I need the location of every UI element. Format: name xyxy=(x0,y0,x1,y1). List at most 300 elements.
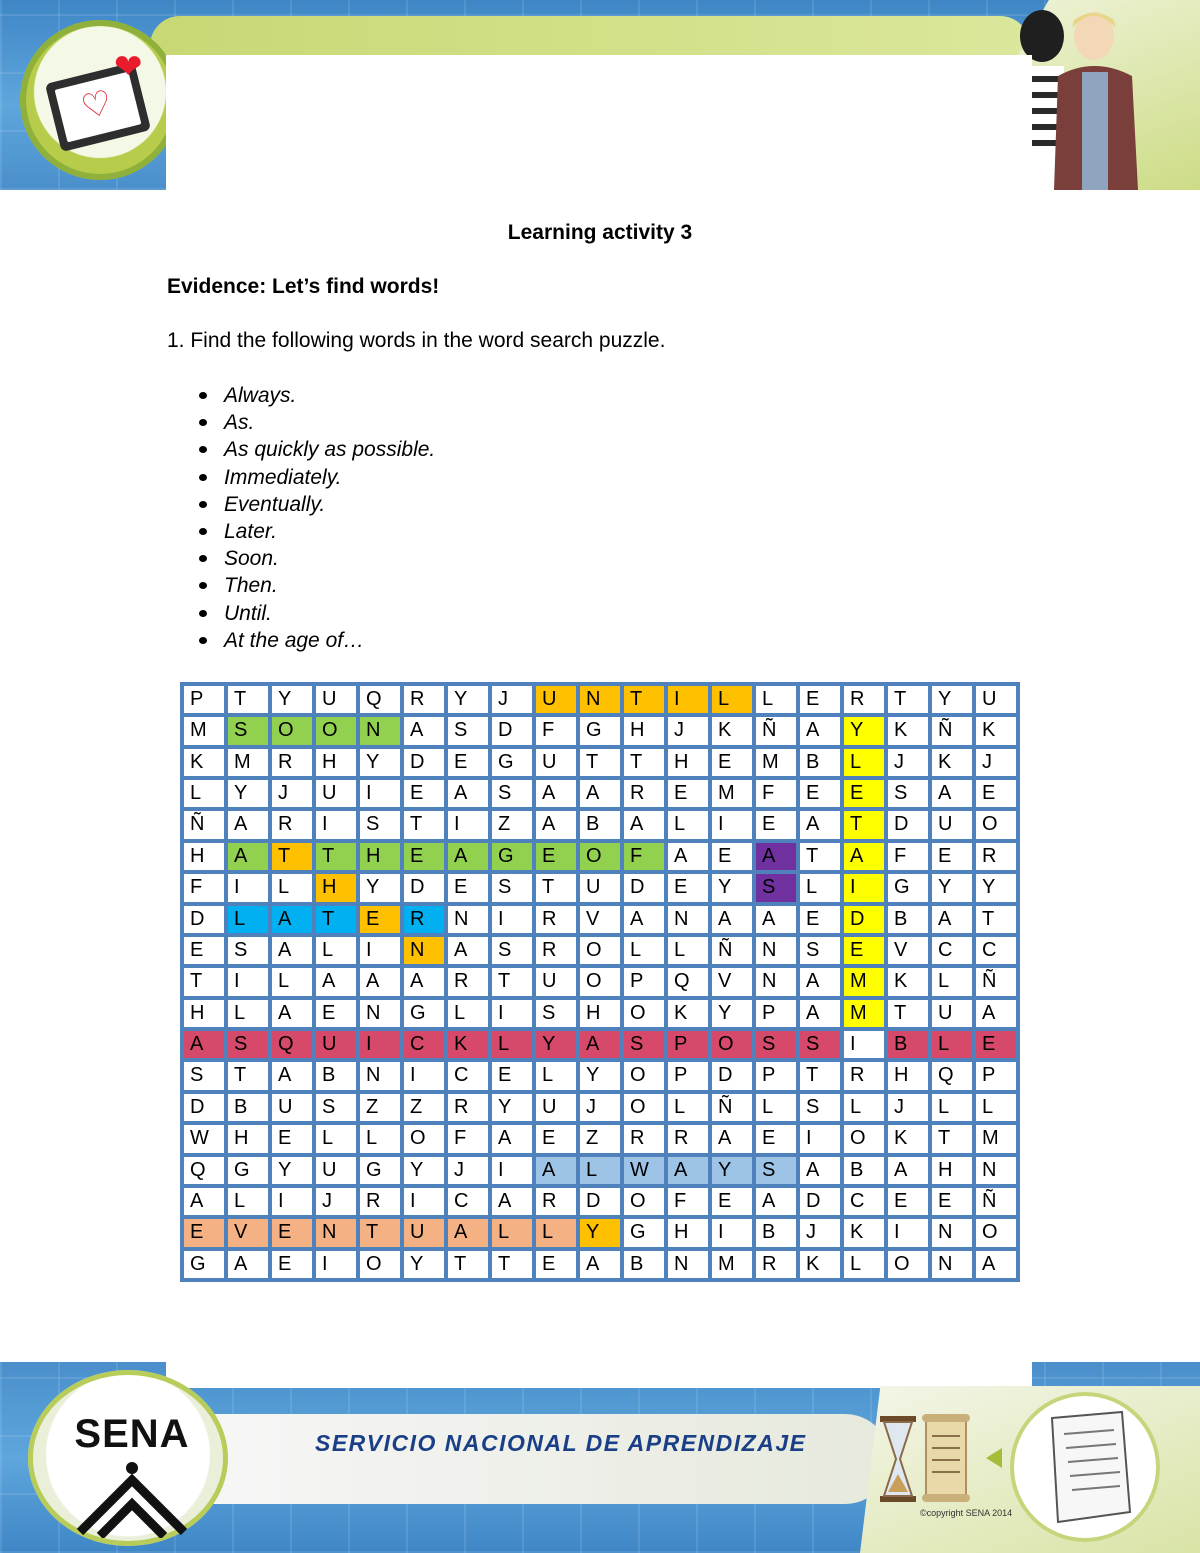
grid-cell: J xyxy=(668,717,708,744)
grid-cell: U xyxy=(932,811,972,838)
grid-cell: T xyxy=(888,686,928,713)
grid-cell: N xyxy=(668,906,708,933)
grid-cell: M xyxy=(184,717,224,744)
grid-cell: I xyxy=(668,686,708,713)
grid-cell: R xyxy=(272,811,312,838)
list-item xyxy=(195,464,435,491)
word-label: Eventually. xyxy=(224,492,326,516)
grid-cell: L xyxy=(668,811,708,838)
grid-cell: K xyxy=(800,1251,840,1278)
grid-cell: B xyxy=(624,1251,664,1278)
word-label: Always. xyxy=(224,384,297,407)
grid-cell: N xyxy=(404,937,444,964)
grid-cell: M xyxy=(712,1251,752,1278)
grid-cell: L xyxy=(360,1125,400,1152)
grid-cell: A xyxy=(580,780,620,807)
grid-cell: B xyxy=(756,1219,796,1246)
grid-cell: Q xyxy=(932,1062,972,1089)
grid-cell: A xyxy=(976,1251,1016,1278)
grid-cell: T xyxy=(888,1000,928,1027)
bullet-icon xyxy=(199,610,207,617)
grid-cell: A xyxy=(448,843,488,870)
grid-cell: K xyxy=(712,717,752,744)
grid-cell: P xyxy=(756,1000,796,1027)
grid-cell: L xyxy=(668,1094,708,1121)
grid-cell: O xyxy=(624,1188,664,1215)
grid-cell: S xyxy=(228,1031,268,1058)
grid-cell: R xyxy=(844,686,884,713)
grid-cell: H xyxy=(184,1000,224,1027)
grid-cell: G xyxy=(228,1157,268,1184)
grid-cell: O xyxy=(844,1125,884,1152)
grid-cell: T xyxy=(272,843,312,870)
grid-cell: Q xyxy=(360,686,400,713)
grid-cell: A xyxy=(800,717,840,744)
grid-cell: A xyxy=(184,1031,224,1058)
grid-cell: T xyxy=(404,811,444,838)
bullet-icon xyxy=(199,582,207,589)
grid-cell: A xyxy=(800,1000,840,1027)
grid-cell: I xyxy=(492,1157,532,1184)
grid-cell: L xyxy=(800,874,840,901)
grid-cell: P xyxy=(756,1062,796,1089)
grid-cell: Ñ xyxy=(756,717,796,744)
grid-cell: E xyxy=(800,906,840,933)
grid-cell: O xyxy=(624,1000,664,1027)
grid-cell: A xyxy=(624,906,664,933)
word-label: Soon. xyxy=(224,547,279,571)
grid-cell: W xyxy=(184,1125,224,1152)
grid-cell: K xyxy=(448,1031,488,1058)
grid-cell: L xyxy=(668,937,708,964)
heart-outline-icon: ♡ xyxy=(77,82,117,129)
grid-cell: Q xyxy=(184,1157,224,1184)
grid-cell: A xyxy=(888,1157,928,1184)
grid-cell: L xyxy=(536,1219,576,1246)
grid-cell: N xyxy=(932,1219,972,1246)
grid-cell: T xyxy=(228,1062,268,1089)
grid-cell: H xyxy=(184,843,224,870)
grid-cell: E xyxy=(184,937,224,964)
grid-cell: O xyxy=(580,937,620,964)
grid-cell: J xyxy=(888,1094,928,1121)
sena-logo-icon xyxy=(72,1462,192,1538)
grid-cell: A xyxy=(536,1157,576,1184)
grid-cell: R xyxy=(536,906,576,933)
grid-cell: E xyxy=(888,1188,928,1215)
grid-cell: B xyxy=(888,1031,928,1058)
grid-cell: I xyxy=(800,1125,840,1152)
grid-cell: K xyxy=(888,968,928,995)
grid-cell: N xyxy=(360,717,400,744)
grid-cell: L xyxy=(272,874,312,901)
grid-cell: U xyxy=(272,1094,312,1121)
grid-cell: Ñ xyxy=(976,968,1016,995)
grid-cell: A xyxy=(932,906,972,933)
grid-cell: R xyxy=(976,843,1016,870)
grid-cell: P xyxy=(624,968,664,995)
grid-cell: L xyxy=(932,1094,972,1121)
footer-strip xyxy=(210,1414,890,1504)
grid-cell: L xyxy=(756,686,796,713)
grid-cell: I xyxy=(272,1188,312,1215)
grid-cell: A xyxy=(712,906,752,933)
grid-cell: E xyxy=(756,811,796,838)
grid-cell: U xyxy=(316,1157,356,1184)
grid-cell: J xyxy=(448,1157,488,1184)
grid-cell: T xyxy=(624,749,664,776)
grid-cell: E xyxy=(448,749,488,776)
grid-cell: Ñ xyxy=(184,811,224,838)
bullet-icon xyxy=(199,392,207,399)
grid-cell: C xyxy=(448,1062,488,1089)
grid-cell: U xyxy=(976,686,1016,713)
grid-cell: A xyxy=(448,1219,488,1246)
grid-cell: H xyxy=(316,874,356,901)
grid-cell: R xyxy=(404,686,444,713)
grid-cell: A xyxy=(272,937,312,964)
grid-cell: A xyxy=(800,968,840,995)
grid-cell: T xyxy=(448,1251,488,1278)
grid-cell: E xyxy=(536,843,576,870)
grid-cell: B xyxy=(800,749,840,776)
grid-cell: E xyxy=(536,1125,576,1152)
grid-cell: B xyxy=(228,1094,268,1121)
grid-cell: H xyxy=(316,749,356,776)
grid-cell: Y xyxy=(404,1157,444,1184)
grid-cell: A xyxy=(448,937,488,964)
grid-cell: A xyxy=(536,780,576,807)
grid-cell: S xyxy=(800,1031,840,1058)
grid-cell: J xyxy=(492,686,532,713)
grid-cell: A xyxy=(668,1157,708,1184)
grid-cell: O xyxy=(976,1219,1016,1246)
document-icon xyxy=(1030,1408,1140,1528)
institution-name: SERVICIO NACIONAL DE APRENDIZAJE xyxy=(315,1430,807,1456)
grid-cell: S xyxy=(492,780,532,807)
grid-cell: R xyxy=(536,1188,576,1215)
grid-cell: L xyxy=(492,1031,532,1058)
grid-cell: G xyxy=(888,874,928,901)
grid-cell: R xyxy=(404,906,444,933)
grid-cell: A xyxy=(272,1000,312,1027)
bullet-icon xyxy=(199,446,207,453)
grid-cell: J xyxy=(272,780,312,807)
grid-cell: E xyxy=(272,1251,312,1278)
grid-cell: R xyxy=(624,780,664,807)
grid-cell: Ñ xyxy=(976,1188,1016,1215)
grid-cell: I xyxy=(492,906,532,933)
grid-cell: A xyxy=(272,906,312,933)
instruction-text: 1. Find the following words in the word search puzzle. xyxy=(167,329,666,352)
grid-cell: N xyxy=(932,1251,972,1278)
grid-cell: Y xyxy=(932,874,972,901)
grid-cell: N xyxy=(580,686,620,713)
grid-cell: B xyxy=(888,906,928,933)
grid-cell: I xyxy=(360,1031,400,1058)
grid-cell: P xyxy=(184,686,224,713)
grid-cell: V xyxy=(888,937,928,964)
grid-cell: I xyxy=(228,968,268,995)
grid-cell: G xyxy=(492,843,532,870)
grid-cell: A xyxy=(316,968,356,995)
grid-cell: R xyxy=(668,1125,708,1152)
grid-cell: M xyxy=(228,749,268,776)
grid-cell: K xyxy=(932,749,972,776)
list-item xyxy=(195,627,435,654)
grid-cell: Y xyxy=(932,686,972,713)
grid-cell: E xyxy=(800,686,840,713)
grid-cell: U xyxy=(580,874,620,901)
grid-cell: E xyxy=(184,1219,224,1246)
grid-cell: N xyxy=(668,1251,708,1278)
grid-cell: E xyxy=(492,1062,532,1089)
grid-cell: E xyxy=(932,843,972,870)
grid-cell: T xyxy=(624,686,664,713)
grid-cell: L xyxy=(844,749,884,776)
grid-cell: D xyxy=(888,811,928,838)
grid-cell: O xyxy=(316,717,356,744)
grid-cell: C xyxy=(448,1188,488,1215)
bullet-icon xyxy=(199,474,207,481)
grid-cell: O xyxy=(624,1062,664,1089)
grid-cell: E xyxy=(844,937,884,964)
list-item xyxy=(195,436,435,463)
grid-cell: F xyxy=(184,874,224,901)
grid-cell: N xyxy=(360,1000,400,1027)
grid-cell: D xyxy=(492,717,532,744)
grid-cell: U xyxy=(536,968,576,995)
grid-cell: K xyxy=(976,717,1016,744)
grid-cell: Ñ xyxy=(932,717,972,744)
grid-cell: R xyxy=(536,937,576,964)
grid-cell: A xyxy=(228,1251,268,1278)
grid-cell: I xyxy=(712,811,752,838)
grid-cell: T xyxy=(844,811,884,838)
grid-cell: L xyxy=(932,968,972,995)
grid-cell: E xyxy=(756,1125,796,1152)
grid-cell: R xyxy=(448,968,488,995)
grid-cell: D xyxy=(404,749,444,776)
grid-cell: M xyxy=(844,968,884,995)
grid-cell: T xyxy=(800,1062,840,1089)
grid-cell: T xyxy=(492,1251,532,1278)
list-item xyxy=(195,409,435,436)
grid-cell: A xyxy=(184,1188,224,1215)
grid-cell: I xyxy=(448,811,488,838)
grid-cell: R xyxy=(448,1094,488,1121)
list-item xyxy=(195,600,435,627)
scroll-icon xyxy=(918,1412,974,1504)
grid-cell: O xyxy=(580,968,620,995)
grid-cell: R xyxy=(272,749,312,776)
grid-cell: K xyxy=(888,1125,928,1152)
grid-cell: D xyxy=(800,1188,840,1215)
grid-cell: T xyxy=(580,749,620,776)
bullet-icon xyxy=(199,501,207,508)
grid-cell: E xyxy=(844,780,884,807)
grid-cell: A xyxy=(976,1000,1016,1027)
grid-cell: H xyxy=(932,1157,972,1184)
bullet-icon xyxy=(199,637,207,644)
grid-cell: C xyxy=(844,1188,884,1215)
grid-cell: J xyxy=(800,1219,840,1246)
grid-cell: D xyxy=(184,906,224,933)
grid-cell: Y xyxy=(844,717,884,744)
grid-cell: O xyxy=(712,1031,752,1058)
grid-cell: Q xyxy=(272,1031,312,1058)
grid-cell: S xyxy=(756,874,796,901)
list-item xyxy=(195,382,435,409)
grid-cell: E xyxy=(272,1219,312,1246)
grid-cell: F xyxy=(624,843,664,870)
bullet-icon xyxy=(199,555,207,562)
grid-cell: H xyxy=(668,1219,708,1246)
grid-cell: G xyxy=(360,1157,400,1184)
grid-cell: A xyxy=(404,968,444,995)
grid-cell: A xyxy=(580,1251,620,1278)
grid-cell: B xyxy=(844,1157,884,1184)
grid-cell: O xyxy=(580,843,620,870)
grid-cell: E xyxy=(976,780,1016,807)
header-banner xyxy=(0,0,1200,190)
grid-cell: Y xyxy=(492,1094,532,1121)
grid-cell: A xyxy=(756,843,796,870)
grid-cell: Ñ xyxy=(712,937,752,964)
grid-cell: R xyxy=(756,1251,796,1278)
grid-cell: S xyxy=(448,717,488,744)
grid-cell: Y xyxy=(712,1157,752,1184)
grid-cell: O xyxy=(624,1094,664,1121)
bullet-icon xyxy=(199,528,207,535)
grid-cell: U xyxy=(932,1000,972,1027)
grid-cell: L xyxy=(316,937,356,964)
word-label: As quickly as possible. xyxy=(224,438,436,462)
list-item xyxy=(195,491,435,518)
sena-logo-text: SENA xyxy=(74,1412,190,1456)
grid-cell: C xyxy=(404,1031,444,1058)
grid-cell: A xyxy=(800,1157,840,1184)
grid-cell: A xyxy=(536,811,576,838)
grid-cell: L xyxy=(228,906,268,933)
grid-cell: L xyxy=(932,1031,972,1058)
arrow-left-icon xyxy=(986,1448,1002,1468)
grid-cell: E xyxy=(932,1188,972,1215)
grid-cell: S xyxy=(888,780,928,807)
grid-cell: T xyxy=(536,874,576,901)
grid-cell: S xyxy=(492,937,532,964)
grid-cell: R xyxy=(624,1125,664,1152)
evidence-heading: Evidence: Let’s find words! xyxy=(167,275,440,298)
grid-cell: L xyxy=(228,1188,268,1215)
word-search-grid xyxy=(180,682,1020,1282)
grid-cell: L xyxy=(976,1094,1016,1121)
grid-cell: P xyxy=(976,1062,1016,1089)
grid-cell: D xyxy=(624,874,664,901)
grid-cell: J xyxy=(580,1094,620,1121)
grid-cell: Q xyxy=(668,968,708,995)
grid-cell: S xyxy=(756,1031,796,1058)
grid-cell: D xyxy=(580,1188,620,1215)
grid-cell: I xyxy=(492,1000,532,1027)
grid-cell: I xyxy=(844,874,884,901)
word-list xyxy=(195,382,435,654)
grid-cell: T xyxy=(360,1219,400,1246)
grid-cell: A xyxy=(800,811,840,838)
grid-cell: T xyxy=(184,968,224,995)
grid-cell: A xyxy=(360,968,400,995)
grid-cell: A xyxy=(492,1188,532,1215)
grid-cell: Y xyxy=(360,874,400,901)
grid-cell: A xyxy=(404,717,444,744)
grid-cell: D xyxy=(404,874,444,901)
grid-cell: A xyxy=(272,1062,312,1089)
header-white-panel xyxy=(166,55,1032,190)
grid-cell: O xyxy=(888,1251,928,1278)
grid-cell: U xyxy=(536,1094,576,1121)
grid-cell: E xyxy=(360,906,400,933)
grid-cell: Y xyxy=(272,1157,312,1184)
grid-cell: S xyxy=(536,1000,576,1027)
grid-cell: O xyxy=(272,717,312,744)
grid-cell: Y xyxy=(712,1000,752,1027)
list-item xyxy=(195,545,435,572)
grid-cell: Y xyxy=(272,686,312,713)
grid-cell: F xyxy=(888,843,928,870)
hourglass-icon xyxy=(878,1414,918,1504)
grid-cell: E xyxy=(272,1125,312,1152)
grid-cell: U xyxy=(536,686,576,713)
grid-cell: N xyxy=(316,1219,356,1246)
grid-cell: S xyxy=(228,937,268,964)
grid-cell: N xyxy=(360,1062,400,1089)
grid-cell: A xyxy=(580,1031,620,1058)
grid-cell: S xyxy=(360,811,400,838)
grid-cell: S xyxy=(800,1094,840,1121)
grid-cell: A xyxy=(448,780,488,807)
grid-cell: T xyxy=(492,968,532,995)
grid-cell: A xyxy=(756,906,796,933)
word-label: As. xyxy=(224,411,255,435)
grid-cell: E xyxy=(668,780,708,807)
footer-banner xyxy=(0,1362,1200,1553)
footer-white-panel xyxy=(166,1362,1032,1388)
grid-cell: V xyxy=(580,906,620,933)
grid-cell: Z xyxy=(492,811,532,838)
grid-cell: I xyxy=(888,1219,928,1246)
grid-cell: L xyxy=(844,1251,884,1278)
grid-cell: Y xyxy=(536,1031,576,1058)
grid-cell: C xyxy=(976,937,1016,964)
grid-cell: R xyxy=(360,1188,400,1215)
grid-cell: L xyxy=(272,968,312,995)
grid-cell: S xyxy=(624,1031,664,1058)
grid-cell: T xyxy=(800,843,840,870)
grid-cell: F xyxy=(536,717,576,744)
grid-cell: P xyxy=(668,1062,708,1089)
grid-cell: L xyxy=(184,780,224,807)
grid-cell: I xyxy=(360,937,400,964)
grid-cell: M xyxy=(756,749,796,776)
grid-cell: K xyxy=(888,717,928,744)
grid-cell: L xyxy=(536,1062,576,1089)
grid-cell: U xyxy=(316,780,356,807)
grid-cell: H xyxy=(668,749,708,776)
grid-cell: M xyxy=(712,780,752,807)
grid-cell: U xyxy=(536,749,576,776)
grid-cell: E xyxy=(404,843,444,870)
grid-cell: F xyxy=(668,1188,708,1215)
